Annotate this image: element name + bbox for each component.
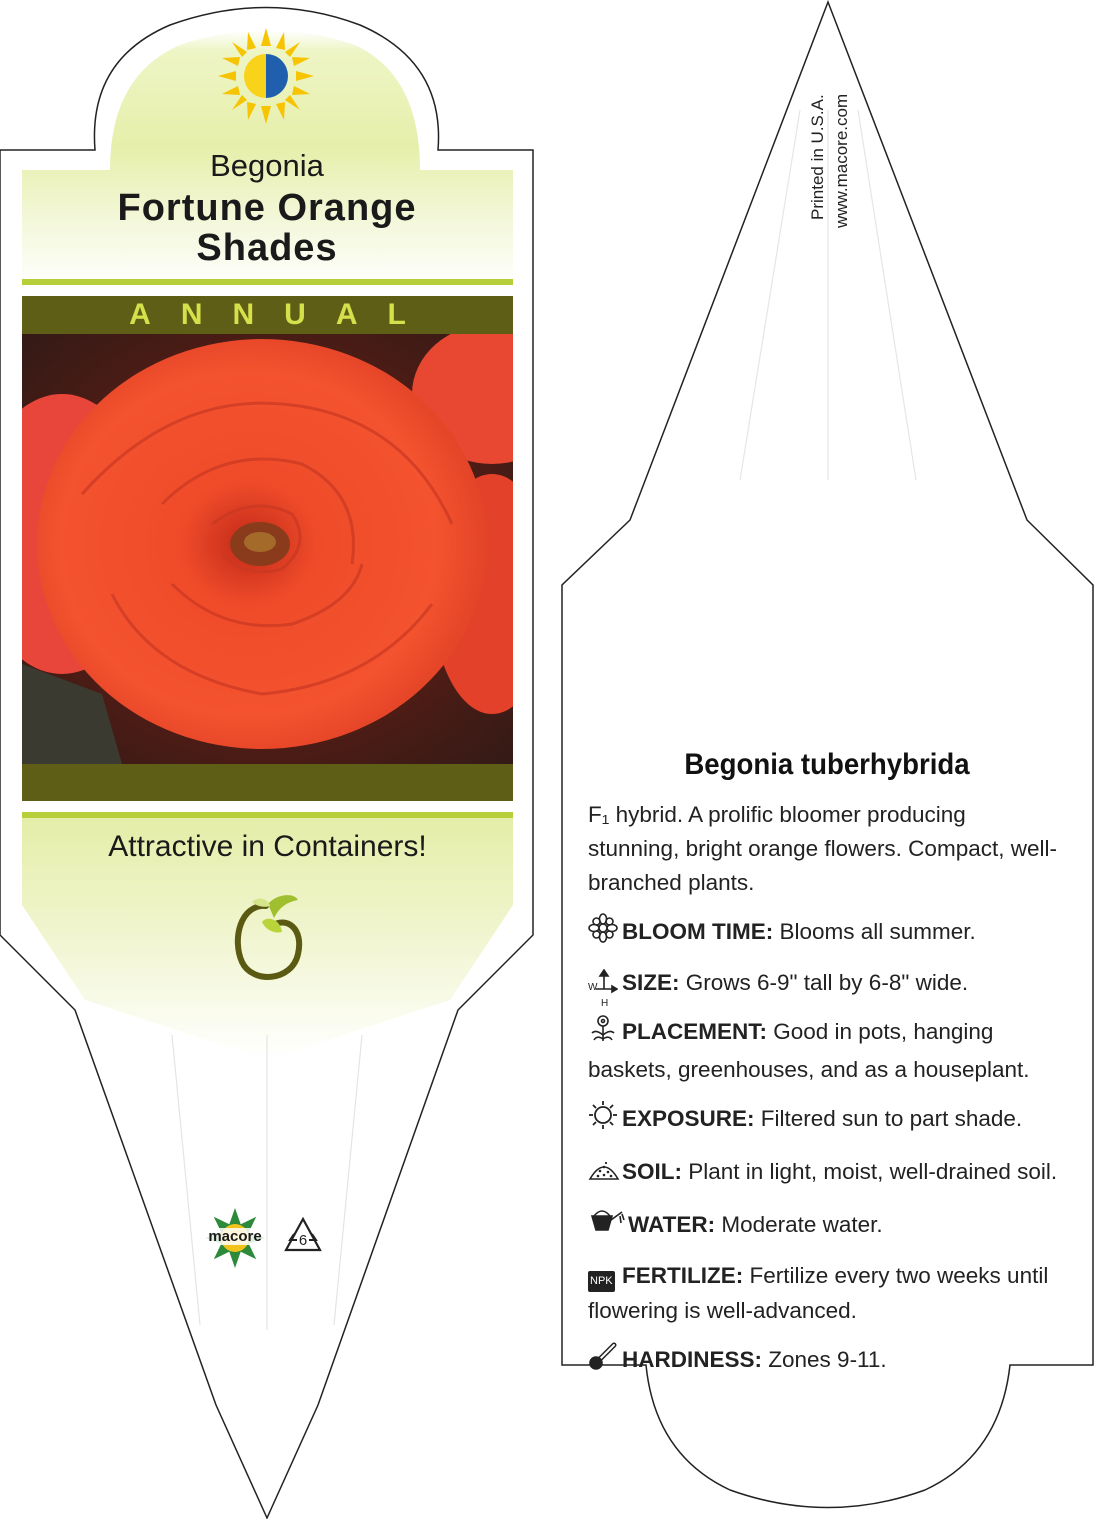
detail-label: HARDINESS: [622, 1347, 763, 1372]
detail-value: Grows 6-9" tall by 6-8" wide. [679, 970, 969, 995]
detail-value: Blooms all summer. [773, 918, 976, 944]
sun-icon [588, 1100, 622, 1140]
detail-fertilize [588, 1259, 1058, 1328]
photo-band [22, 764, 513, 801]
detail-label: FERTILIZE: [622, 1263, 744, 1288]
website-label: www.macore.com [832, 93, 851, 228]
detail-bloom-time [588, 913, 1058, 953]
plant-variety [22, 188, 512, 268]
botanical-name: Begonia tuberhybrida [684, 748, 970, 781]
detail-value: Moderate water. [715, 1211, 883, 1237]
flower-icon [588, 913, 622, 953]
plant-genus: Begonia [210, 148, 324, 183]
seedling-swirl-icon [228, 892, 304, 984]
detail-soil [588, 1153, 1058, 1193]
detail-value: Fertilize every two weeks until flowering is well-advanced. [588, 1263, 1049, 1324]
height-letter: H [601, 998, 609, 1010]
detail-label: PLACEMENT: [622, 1018, 767, 1044]
plant-type-label: ANNUAL [129, 298, 436, 331]
variety-line-2: Shades [196, 227, 338, 269]
npk-label: NPK [588, 1271, 615, 1292]
detail-exposure [588, 1100, 1058, 1140]
npk-icon [588, 1260, 622, 1294]
description: F₁ hybrid. A prolific bloomer producing stunning, bright orange flowers. Compact, well-branched plants. [588, 802, 1057, 895]
size-icon [588, 969, 622, 1010]
detail-value: Plant in light, moist, well-drained soil. [682, 1158, 1058, 1184]
recycle-number: 6 [298, 1232, 308, 1249]
printed-in-label: Printed in U.S.A. [808, 94, 827, 220]
variety-line-1: Fortune Orange [117, 187, 417, 229]
care-info [588, 798, 1058, 1381]
soil-icon [588, 1153, 622, 1193]
sun-shade-logo-icon [218, 28, 314, 124]
detail-label: SIZE: [622, 970, 680, 995]
detail-hardiness [588, 1341, 1058, 1381]
detail-water [588, 1206, 1058, 1246]
detail-value: Filtered sun to part shade. [754, 1105, 1023, 1131]
watering-can-icon [588, 1206, 628, 1246]
width-letter: W [588, 982, 598, 994]
macore-brand-text: macore [204, 1228, 266, 1245]
detail-label: WATER: [628, 1211, 716, 1237]
thermometer-icon [588, 1341, 622, 1381]
detail-label: SOIL: [622, 1158, 682, 1184]
detail-value: Zones 9-11. [762, 1347, 887, 1372]
flower-photo [22, 334, 513, 764]
detail-size [588, 966, 1058, 1010]
tagline: Attractive in Containers! [108, 830, 427, 863]
detail-value: Good in pots, hanging baskets, greenhouses, and as a houseplant. [588, 1018, 1030, 1082]
detail-placement [588, 1013, 1058, 1087]
detail-label: EXPOSURE: [622, 1105, 755, 1131]
detail-label: BLOOM TIME: [622, 918, 774, 944]
printed-in-block [808, 60, 860, 240]
